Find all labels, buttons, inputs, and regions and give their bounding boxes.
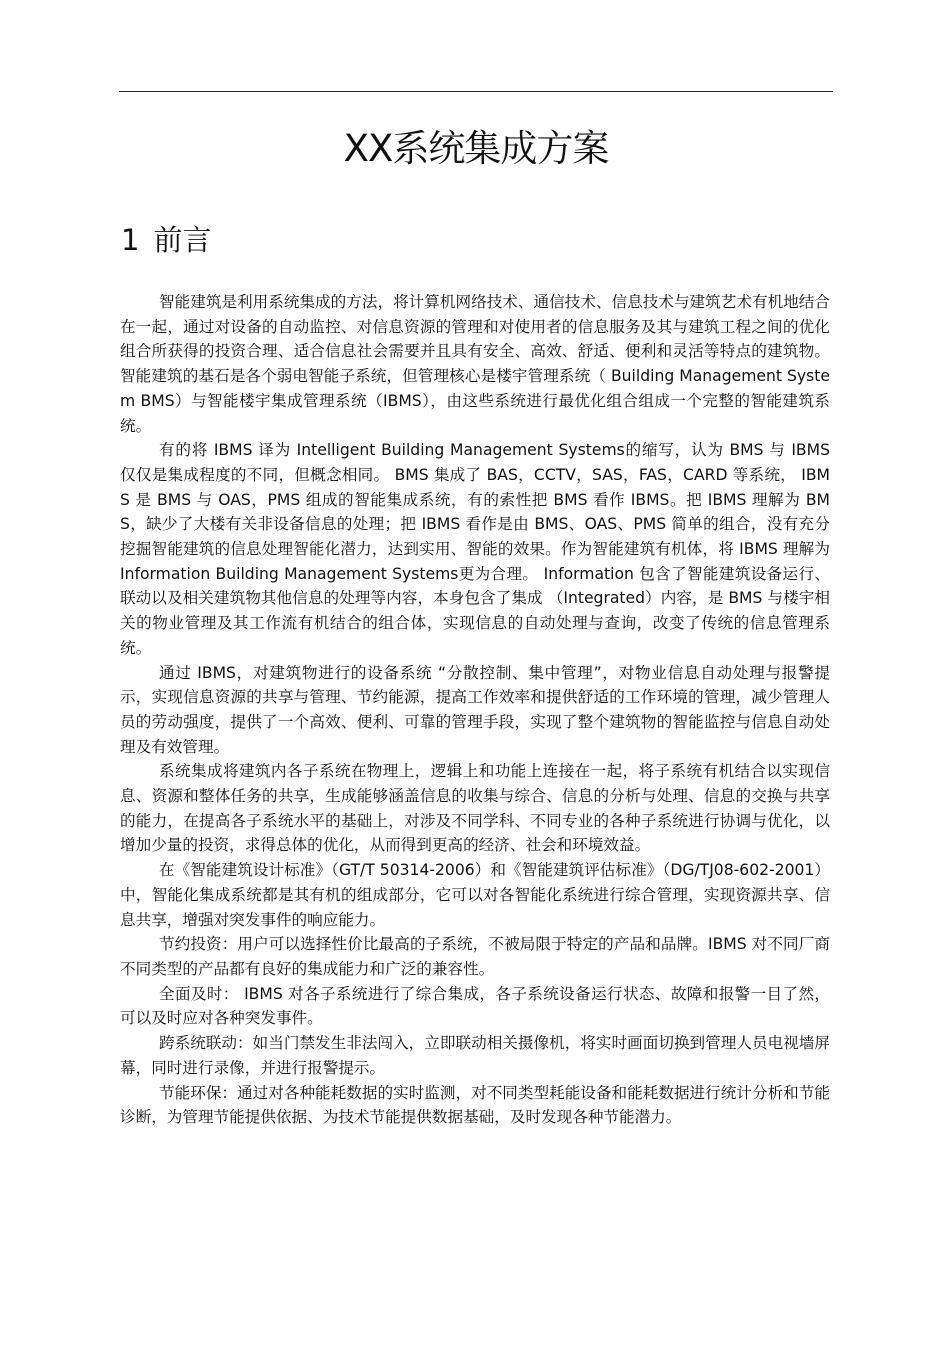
section-number: 1: [121, 223, 140, 257]
paragraph: 节约投资：用户可以选择性价比最高的子系统，不被局限于特定的产品和品牌。IBMS 对不同厂商不同类型的产品都有良好的集成能力和广泛的兼容性。: [120, 935, 830, 978]
paragraph: 全面及时： IBMS 对各子系统进行了综合集成，各子系统设备运行状态、故障和报警一目了然，可以及时应对各种突发事件。: [120, 984, 830, 1028]
paragraph: 系统集成将建筑内各子系统在物理上，逻辑上和功能上连接在一起，将子系统有机结合以实现信息、资源和整体任务的共享，生成能够涵盖信息的收集与综合、信息的分析与处理、信息的交换与共享的能力，在提高各子系统水平的基础上，对涉及不同学科、不同专业的各种子系统进行协调与优化，以增加少量的投资，求得总体的优化，从而得到更高的经济、社会和环境效益。: [120, 762, 830, 855]
paragraph: 跨系统联动：如当门禁发生非法闯入，立即联动相关摄像机，将实时画面切换到管理人员电视墙屏幕，同时进行录像，并进行报警提示。: [120, 1034, 830, 1077]
paragraph: 通过 IBMS，对建筑物进行的设备系统 “分散控制、集中管理”，对物业信息自动处理与报警提示，实现信息资源的共享与管理、节约能源，提高工作效率和提供舒适的工作环境的管理，减少管理人员的劳动强度，提供了一个高效、便利、可靠的管理手段，实现了整个建筑物的智能监控与信息自动处理及有效管理。: [120, 663, 830, 756]
section-title: 前言: [153, 223, 212, 257]
paragraph: 智能建筑是利用系统集成的方法，将计算机网络技术、通信技术、信息技术与建筑艺术有机地结合在一起，通过对设备的自动监控、对信息资源的管理和对使用者的信息服务及其与建筑工程之间的优化组合所获得的投资合理、适合信息社会需要并且具有安全、高效、舒适、便利和灵活等特点的建筑物。智能建筑的基石是各个弱电智能子系统，但管理核心是楼宇管理系统（ Building Management System BMS）与智能楼宇集成管理系统（IBMS），由这些系统进行最优化组合组成一个完整的智能建筑系统。: [120, 293, 830, 435]
header-rule: [119, 91, 833, 92]
section-heading: [121, 218, 211, 259]
paragraph: 节能环保：通过对各种能耗数据的实时监测，对不同类型耗能设备和能耗数据进行统计分析和节能诊断，为管理节能提供依据、为技术节能提供数据基础，及时发现各种节能潜力。: [120, 1083, 830, 1127]
paragraph: 在《智能建筑设计标准》（GT/T 50314-2006）和《智能建筑评估标准》（DG/TJ08-602-2001）中，智能化集成系统都是其有机的组成部分，它可以对各智能化系统进行综合管理，实现资源共享、信息共享，增强对突发事件的响应能力。: [120, 861, 830, 929]
paragraph: 有的将 IBMS 译为 Intelligent Building Management Systems的缩写，认为 BMS 与 IBMS 仅仅是集成程度的不同，但概念相同。 BMS 集成了 BAS，CCTV，SAS，FAS，CARD 等系统， IBMS 是 BMS 与 OAS，PMS 组成的智能集成系统，有的索性把 BMS 看作 IBMS。把 IBMS 理解为 BMS，缺少了大楼有关非设备信息的处理；把 IBMS 看作是由 BMS、OAS、PMS 简单的组合，没有充分挖掘智能建筑的信息处理智能化潜力，达到实用、智能的效果。作为智能建筑有机体，将 IBMS 理解为 Information Building Management Systems更为合理。 Information 包含了智能建筑设备运行、联动以及相关建筑物其他信息的处理等内容，本身包含了集成 （Integrated）内容，是 BMS 与楼宇相关的物业管理及其工作流有机结合的组合体，实现信息的自动处理与查询，改变了传统的信息管理系统。: [120, 441, 830, 657]
document-title: XX系统集成方案: [343, 127, 609, 170]
document-body: [120, 290, 830, 1130]
